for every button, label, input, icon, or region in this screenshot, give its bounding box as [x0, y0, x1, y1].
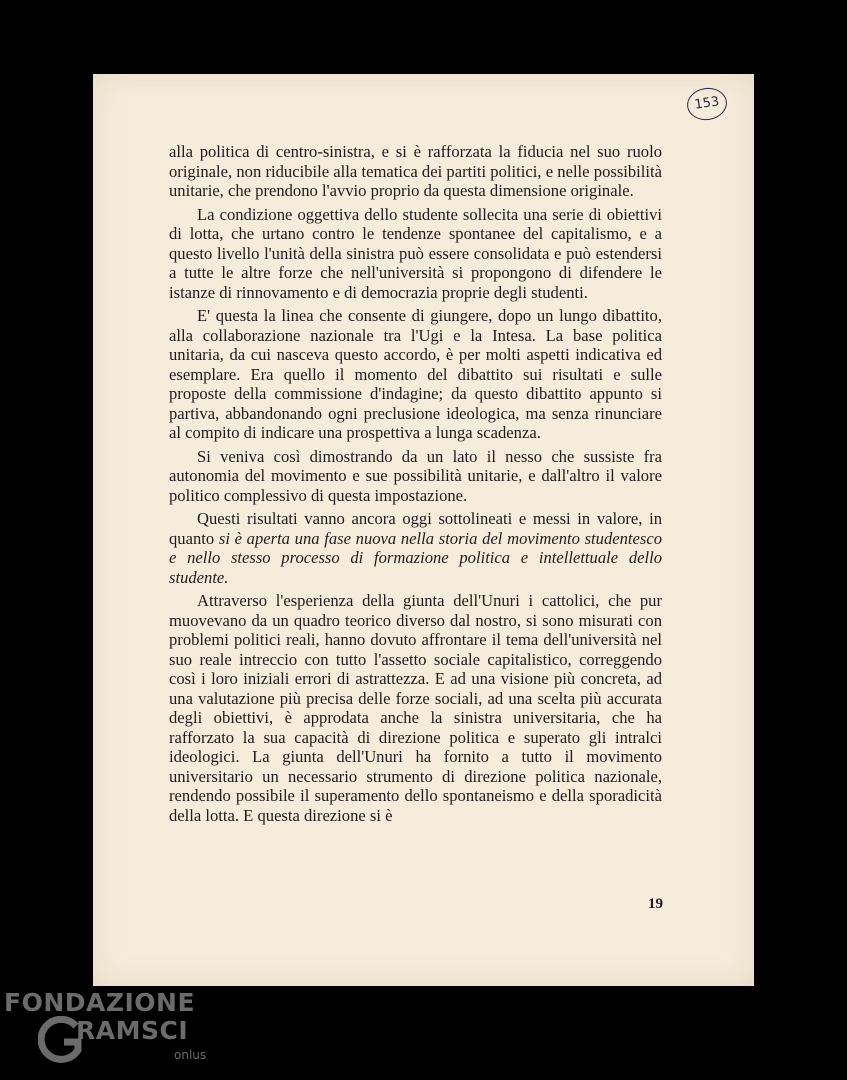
fondazione-gramsci-logo	[4, 988, 224, 1078]
paragraph-6: Attraverso l'esperienza della giunta dell'Unuri i cattolici, che pur muovevano da un quadro teorico diverso dal nostro, si sono misurati con problemi politici reali, hanno dovuto affrontare il tema dell'università nel suo reale intreccio con tutto l'assetto sociale capitalistico, correggendo così i loro iniziali errori di astrattezza. E ad una visione più concreta, ad una valutazione più precisa delle forze sociali, ad una scelta più accurata degli obiettivi, è approdata anche la sinistra universitaria, che ha rafforzato la sua capacità di direzione politica e superato gli intralci ideologici. La giunta dell'Unuri ha fornito a tutto il movimento universitario un necessario strumento di direzione politica nazionale, rendendo possibile il superamento dello spontaneismo e della sporadicità della lotta. E questa direzione si è	[169, 591, 662, 825]
paragraph-5-italic: si è aperta una fase nuova nella storia del movimento studentesco e nello stesso processo di formazione politica e intellettuale dello studente.	[169, 528, 663, 587]
paragraph-5-text: Questi risultati vanno ancora oggi sottolineati e messi in valore, in quanto	[169, 509, 662, 548]
paragraph-3: E' questa la linea che consente di giungere, dopo un lungo dibattito, alla collaborazione nazionale tra l'Ugi e la Intesa. La base politica unitaria, da cui nasceva questo accordo, è per molti aspetti indicativa ed esemplare. Era quello il momento del dibattito sui risultati e sulle proposte della commissione d'indagine; da questo dibattito appunto si partiva, abbandonando ogni preclusione ideologica, ma senza rinunciare al compito di indicare una prospettiva a lunga scadenza.	[169, 306, 662, 442]
archive-stamp: 153	[685, 85, 729, 122]
logo-onlus: onlus	[174, 1048, 207, 1062]
paragraph-2: La condizione oggettiva dello studente sollecita una serie di obiettivi di lotta, che urtano contro le tendenze spontanee del capitalismo, e a questo livello l'unità della sinistra può essere consolidata e può estendersi a tutte le altre forze che nell'università si propongono di difendere le istanze di rinnovamento e di democrazia proprie degli studenti.	[169, 204, 662, 302]
paragraph-5	[169, 509, 662, 587]
paragraph-1: alla politica di centro-sinistra, e si è rafforzata la fiducia nel suo ruolo originale, non riducibile alla tematica dei partiti politici, e nelle possibilità unitarie, che prendono l'avvio proprio da questa dimensione originale.	[169, 142, 662, 200]
logo-line-1: FONDAZIONE	[4, 988, 196, 1017]
page-number: 19	[648, 896, 663, 912]
paragraph-4: Si veniva così dimostrando da un lato il nesso che sussiste fra autonomia del movimento e sue possibilità unitarie, e dall'altro il valore politico complessivo di questa impostazione.	[169, 446, 662, 505]
logo-line-2: RAMSCI	[76, 1016, 189, 1045]
body-text	[169, 142, 662, 829]
document-page	[93, 74, 754, 986]
